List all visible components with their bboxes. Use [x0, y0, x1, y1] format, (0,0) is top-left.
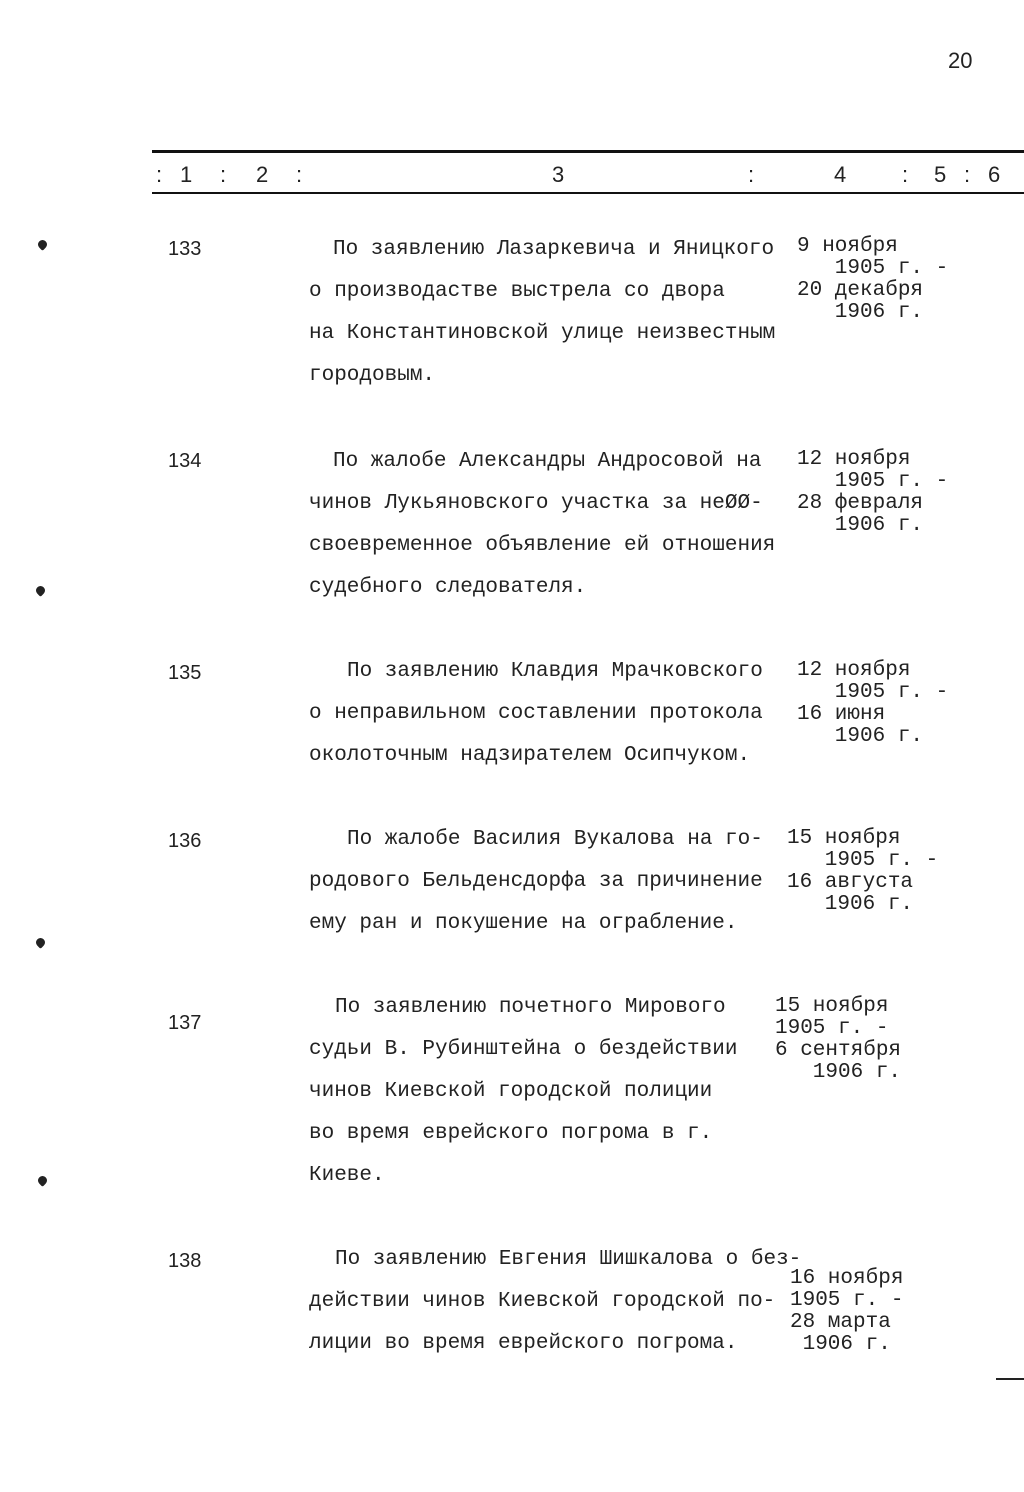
- column-separator: :: [156, 162, 163, 187]
- entry-number: 133: [168, 238, 202, 260]
- entry-description-line: По заявлению Клавдия Мрачковского: [347, 660, 763, 683]
- column-separator: :: [748, 162, 755, 187]
- column-separator: :: [296, 162, 303, 187]
- entry-date-line: 1906 г.: [797, 514, 924, 537]
- entry-number: 135: [168, 662, 202, 684]
- entry-date-line: 1906 г.: [787, 893, 914, 916]
- entry-date-line: 1905 г. -: [797, 470, 949, 493]
- entry-description-line: лиции во время еврейского погрома.: [309, 1332, 738, 1355]
- entry-date-line: 1906 г.: [797, 301, 924, 324]
- entry-description-line: судебного следователя.: [309, 576, 587, 599]
- margin-mark: [36, 238, 49, 251]
- page-number: 20: [948, 48, 973, 73]
- entry-description-line: По заявлению Евгения Шишкалова о без-: [335, 1248, 802, 1271]
- entry-date-line: 1906 г.: [797, 725, 924, 748]
- entry-date-line: 6 сентября: [775, 1039, 902, 1062]
- entry-date-line: 15 ноября: [775, 995, 889, 1018]
- entry-description-line: чинов Киевской городской полиции: [309, 1080, 713, 1103]
- column-number: 6: [988, 162, 1001, 187]
- entry-date-line: 12 ноября: [797, 659, 911, 682]
- margin-mark: [34, 584, 47, 597]
- column-number: 3: [552, 162, 565, 187]
- header-bottom-rule: [152, 192, 1024, 194]
- entry-date-line: 9 ноября: [797, 235, 898, 258]
- entry-date-line: 12 ноября: [797, 448, 911, 471]
- entry-description-line: городовым.: [309, 364, 436, 387]
- entry-date-line: 20 декабря: [797, 279, 924, 302]
- entry-date-line: 1905 г. -: [787, 849, 939, 872]
- entry-date-line: 28 марта: [790, 1311, 891, 1334]
- entry-description-line: По жалобе Василия Вукалова на го-: [347, 828, 763, 851]
- column-number: 4: [834, 162, 847, 187]
- column-separator: :: [220, 162, 227, 187]
- entry-date-line: 16 июня: [797, 703, 886, 726]
- entry-description-line: По заявлению почетного Мирового: [335, 996, 726, 1019]
- column-number: 1: [180, 162, 193, 187]
- column-number: 2: [256, 162, 269, 187]
- entry-date-line: 16 ноября: [790, 1267, 904, 1290]
- entry-description-line: о неправильном составлении протокола: [309, 702, 763, 725]
- entry-number: 137: [168, 1012, 202, 1034]
- margin-dash: [996, 1378, 1024, 1380]
- entry-description-line: По жалобе Александры Андросовой на: [333, 450, 762, 473]
- entry-date-line: 1906 г.: [775, 1061, 902, 1084]
- entry-description-line: действии чинов Киевской городской по-: [309, 1290, 776, 1313]
- entry-description-line: По заявлению Лазаркевича и Яницкого: [333, 238, 775, 261]
- entry-description-line: судьи В. Рубинштейна о бездействии: [309, 1038, 738, 1061]
- entry-date-line: 16 августа: [787, 871, 914, 894]
- entry-number: 136: [168, 830, 202, 852]
- entry-description-line: чинов Лукьяновского участка за неØØ-: [309, 492, 763, 515]
- entry-date-line: 1905 г. -: [797, 681, 949, 704]
- entry-date-line: 1905 г. -: [775, 1017, 889, 1040]
- column-separator: :: [964, 162, 971, 187]
- entry-date-line: 1905 г. -: [797, 257, 949, 280]
- entry-number: 138: [168, 1250, 202, 1272]
- entry-description-line: о производастве выстрела со двора: [309, 280, 725, 303]
- entry-description-line: Киеве.: [309, 1164, 385, 1187]
- entry-description-line: околоточным надзирателем Осипчуком.: [309, 744, 751, 767]
- header-top-rule: [152, 150, 1024, 153]
- entry-description-line: на Константиновской улице неизвестным: [309, 322, 776, 345]
- entry-number: 134: [168, 450, 202, 472]
- entry-date-line: 1906 г.: [790, 1333, 891, 1356]
- entry-description-line: своевременное объявление ей отношения: [309, 534, 776, 557]
- margin-mark: [34, 936, 47, 949]
- entry-date-line: 1905 г. -: [790, 1289, 904, 1312]
- column-number: 5: [934, 162, 947, 187]
- entry-date-line: 15 ноября: [787, 827, 901, 850]
- entry-description-line: родового Бельденсдорфа за причинение: [309, 870, 763, 893]
- entry-description-line: во время еврейского погрома в г.: [309, 1122, 713, 1145]
- column-separator: :: [902, 162, 909, 187]
- margin-mark: [36, 1174, 49, 1187]
- entry-description-line: ему ран и покушение на ограбление.: [309, 912, 738, 935]
- entry-date-line: 28 февраля: [797, 492, 924, 515]
